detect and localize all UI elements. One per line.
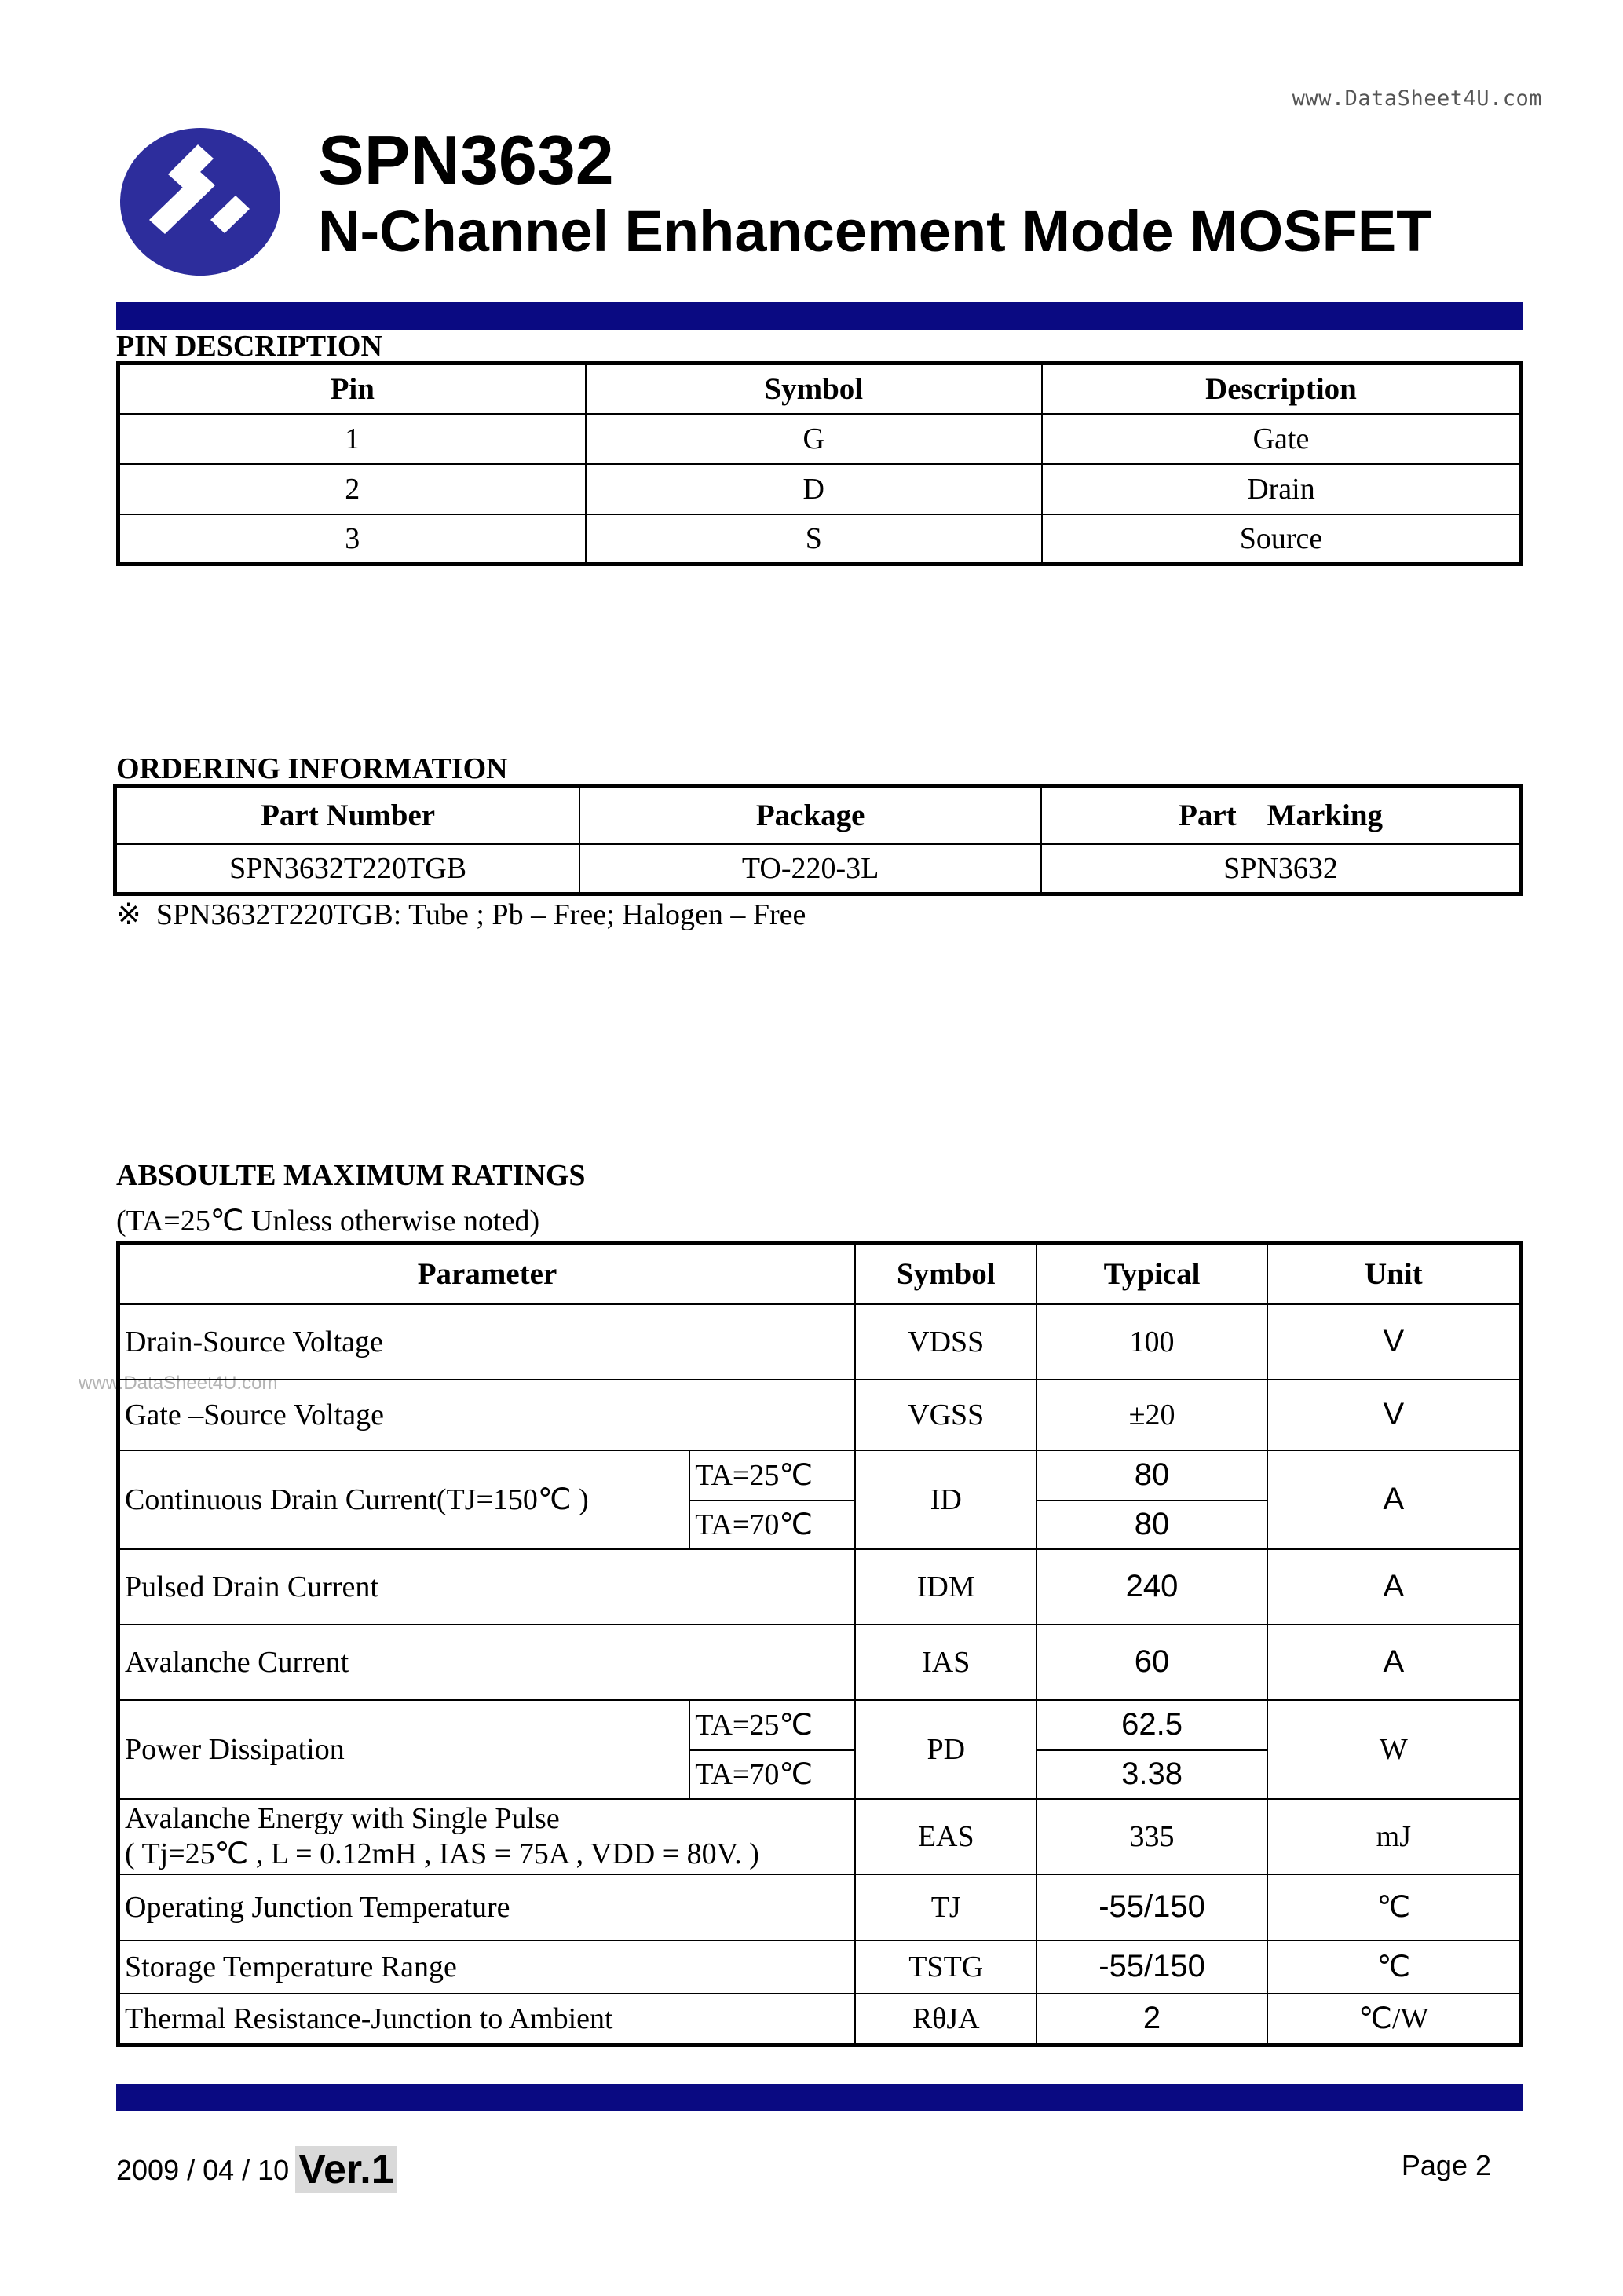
unit-cell: V: [1267, 1304, 1522, 1380]
pin-description-table: [116, 361, 1523, 566]
parameter-cell: Power Dissipation: [119, 1700, 690, 1799]
symbol-cell: VGSS: [855, 1380, 1036, 1450]
parameter-cell: Drain-Source Voltage: [119, 1304, 856, 1380]
column-header: Part Marking: [1041, 786, 1521, 844]
package-cell: TO-220-3L: [579, 844, 1041, 894]
watermark-url-faint: www.DataSheet4U.com: [79, 1373, 278, 1394]
pin-symbol: D: [586, 464, 1042, 514]
value-cell: 2: [1036, 1994, 1267, 2046]
watermark-url: www.DataSheet4U.com: [1292, 86, 1542, 111]
table-row: [115, 844, 1522, 894]
pin-number: 3: [119, 514, 586, 565]
table-row: [119, 1700, 1522, 1750]
pin-description: Source: [1042, 514, 1522, 565]
column-header: Description: [1042, 364, 1522, 414]
pin-number: 1: [119, 414, 586, 464]
value-cell: 80: [1036, 1501, 1267, 1549]
condition-cell: TA=25℃: [689, 1700, 855, 1750]
table-row: [119, 1799, 1522, 1874]
ratings-title: ABSOULTE MAXIMUM RATINGS: [116, 1159, 586, 1192]
page-number: Page 2: [1401, 2149, 1491, 2181]
table-row: [119, 1625, 1522, 1700]
company-logo-icon: [118, 126, 283, 279]
value-cell: 60: [1036, 1625, 1267, 1700]
pin-symbol: S: [586, 514, 1042, 565]
symbol-cell: PD: [855, 1700, 1036, 1799]
column-header-parameter: Parameter: [119, 1243, 856, 1304]
table-row: [119, 1940, 1522, 1994]
ordering-info-title: ORDERING INFORMATION: [116, 752, 508, 785]
table-row: [119, 514, 1522, 565]
unit-cell: W: [1267, 1700, 1522, 1799]
condition-cell: TA=70℃: [689, 1501, 855, 1549]
pin-description: Drain: [1042, 464, 1522, 514]
version-label: Ver.1: [295, 2146, 397, 2193]
symbol-cell: RθJA: [855, 1994, 1036, 2046]
revision-date: 2009 / 04 / 10: [116, 2154, 290, 2186]
table-header-row: [119, 1243, 1522, 1304]
ratings-condition: (TA=25℃ Unless otherwise noted): [116, 1205, 540, 1238]
value-cell: 240: [1036, 1549, 1267, 1625]
table-row: [119, 464, 1522, 514]
parameter-cell: Avalanche Current: [119, 1625, 856, 1700]
table-row: [119, 414, 1522, 464]
value-cell: -55/150: [1036, 1940, 1267, 1994]
ratings-table: [116, 1241, 1523, 2047]
value-cell: 3.38: [1036, 1750, 1267, 1799]
condition-cell: TA=25℃: [689, 1450, 855, 1501]
column-header: Package: [579, 786, 1041, 844]
symbol-cell: IDM: [855, 1549, 1036, 1625]
column-header-typical: Typical: [1036, 1243, 1267, 1304]
parameter-condition-line: ( Tj=25℃ , L = 0.12mH , IAS = 75A , VDD = 80V. ): [125, 1837, 759, 1870]
parameter-cell: [119, 1799, 856, 1874]
column-header: Symbol: [586, 364, 1042, 414]
table-row: [119, 1994, 1522, 2046]
table-row: [119, 1549, 1522, 1625]
parameter-cell: Pulsed Drain Current: [119, 1549, 856, 1625]
pin-number: 2: [119, 464, 586, 514]
symbol-cell: TJ: [855, 1874, 1036, 1940]
parameter-cell: Thermal Resistance-Junction to Ambient: [119, 1994, 856, 2046]
part-subtitle: N-Channel Enhancement Mode MOSFET: [318, 199, 1432, 264]
parameter-cell: Operating Junction Temperature: [119, 1874, 856, 1940]
part-number-title: SPN3632: [318, 121, 614, 199]
column-header-symbol: Symbol: [855, 1243, 1036, 1304]
unit-cell: V: [1267, 1380, 1522, 1450]
value-cell: -55/150: [1036, 1874, 1267, 1940]
symbol-cell: TSTG: [855, 1940, 1036, 1994]
column-header: Pin: [119, 364, 586, 414]
header-divider-bar: [116, 302, 1523, 330]
table-row: [119, 1304, 1522, 1380]
table-header-row: [119, 364, 1522, 414]
column-header-unit: Unit: [1267, 1243, 1522, 1304]
unit-cell: mJ: [1267, 1799, 1522, 1874]
pin-description-title: PIN DESCRIPTION: [116, 330, 382, 363]
footer-date-version: [116, 2146, 397, 2193]
unit-cell: ℃: [1267, 1874, 1522, 1940]
column-header: Part Number: [115, 786, 580, 844]
pin-symbol: G: [586, 414, 1042, 464]
parameter-cell: Storage Temperature Range: [119, 1940, 856, 1994]
symbol-cell: IAS: [855, 1625, 1036, 1700]
parameter-line: Avalanche Energy with Single Pulse: [125, 1802, 560, 1835]
symbol-cell: EAS: [855, 1799, 1036, 1874]
ordering-note: ※ SPN3632T220TGB: Tube ; Pb – Free; Halogen – Free: [116, 898, 806, 931]
unit-cell: A: [1267, 1450, 1522, 1549]
marking-cell: SPN3632: [1041, 844, 1521, 894]
ordering-info-table: [113, 784, 1523, 896]
table-row: [119, 1874, 1522, 1940]
condition-cell: TA=70℃: [689, 1750, 855, 1799]
symbol-cell: ID: [855, 1450, 1036, 1549]
value-cell: 80: [1036, 1450, 1267, 1501]
unit-cell: A: [1267, 1549, 1522, 1625]
value-cell: 100: [1036, 1304, 1267, 1380]
unit-cell: ℃/W: [1267, 1994, 1522, 2046]
table-row: [119, 1450, 1522, 1501]
parameter-cell: Gate –Source Voltage: [119, 1380, 856, 1450]
parameter-cell: Continuous Drain Current(TJ=150℃ ): [119, 1450, 690, 1549]
table-header-row: [115, 786, 1522, 844]
value-cell: 62.5: [1036, 1700, 1267, 1750]
unit-cell: A: [1267, 1625, 1522, 1700]
value-cell: ±20: [1036, 1380, 1267, 1450]
table-row: [119, 1380, 1522, 1450]
part-number-cell: SPN3632T220TGB: [115, 844, 580, 894]
footer-divider-bar: [116, 2084, 1523, 2111]
pin-description: Gate: [1042, 414, 1522, 464]
symbol-cell: VDSS: [855, 1304, 1036, 1380]
unit-cell: ℃: [1267, 1940, 1522, 1994]
value-cell: 335: [1036, 1799, 1267, 1874]
